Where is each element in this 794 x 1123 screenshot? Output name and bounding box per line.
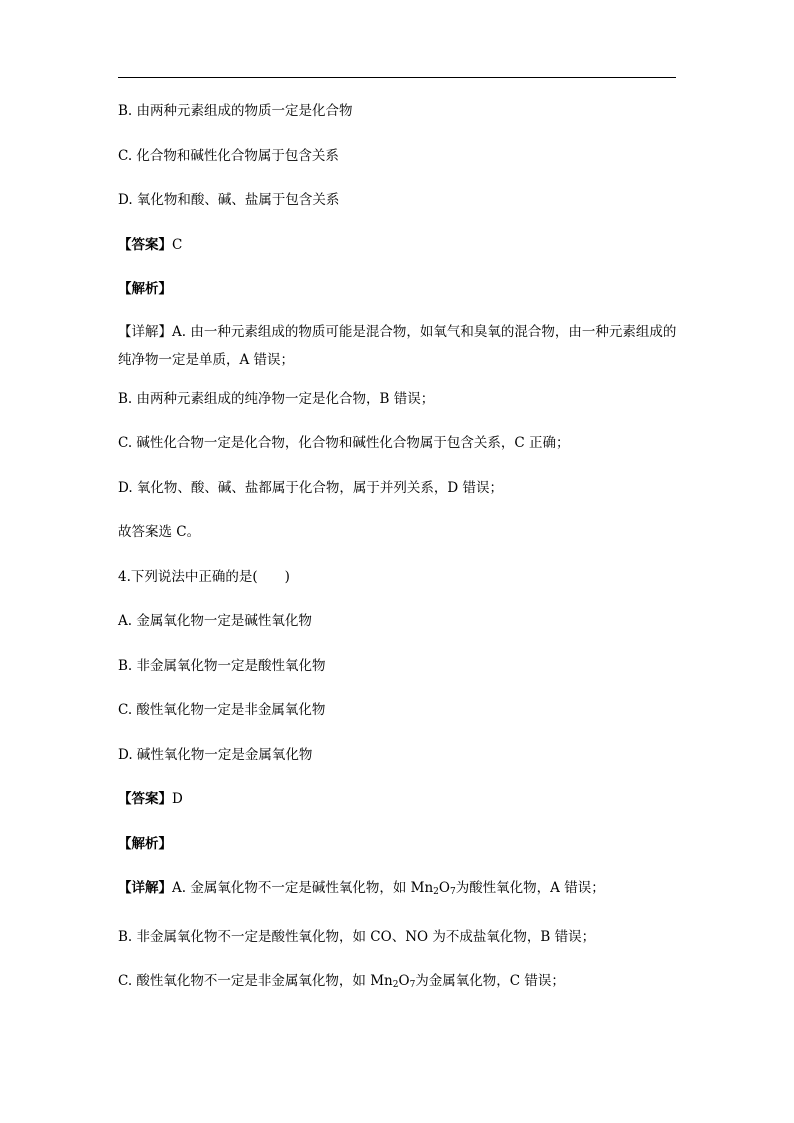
q4-answer-line: [118, 788, 678, 810]
detail-b: B. 由两种元素组成的纯净物一定是化合物，B 错误；: [118, 390, 435, 407]
option-b: B. 由两种元素组成的物质一定是化合物: [118, 103, 353, 119]
q4-detail-c-pre: C. 酸性氧化物不一定是非金属氧化物，如 Mn: [118, 973, 393, 989]
q4-answer-value: D: [172, 791, 183, 807]
q4-detail-b: B. 非金属氧化物不一定是酸性氧化物，如 CO、NO 为不成盐氧化物，B 错误；: [118, 928, 596, 945]
detail-d: D. 氧化物、酸、碱、盐都属于化合物，属于并列关系，D 错误；: [118, 479, 504, 496]
header-rule: [118, 77, 676, 78]
q4-detail-a-sub2: 7: [449, 887, 456, 897]
q4-detail-a-post: 为酸性氧化物，A 错误；: [455, 880, 605, 896]
q4-detail-c-sub1: 2: [392, 980, 399, 990]
detail-a: 【详解】A. 由一种元素组成的物质可能是混合物，如氧气和臭氧的混合物，由一种元素组成的纯净物一定是单质，A 错误；: [118, 323, 677, 368]
analysis-label: 【解析】: [118, 281, 172, 297]
q4-analysis-label: 【解析】: [118, 835, 172, 852]
q4-option-c: C. 酸性氧化物一定是非金属氧化物: [118, 702, 326, 718]
q4-detail-c-mid: O: [398, 973, 410, 989]
conclusion: 故答案选 C。: [118, 524, 201, 540]
option-c: C. 化合物和碱性化合物属于包含关系: [118, 147, 339, 164]
q4-detail-a-sub1: 2: [433, 887, 439, 897]
q4-answer-label: 【答案】: [118, 791, 172, 807]
q4-option-d: D. 碱性氧化物一定是金属氧化物: [118, 746, 313, 763]
q4-detail-c-sub2: 7: [409, 980, 416, 990]
answer-value: C: [172, 236, 183, 253]
q4-option-a: A. 金属氧化物一定是碱性氧化物: [118, 613, 312, 629]
q4-detail-label: 【详解】: [118, 880, 172, 896]
q4-detail-a-pre: A. 金属氧化物不一定是碱性氧化物，如 Mn: [172, 880, 434, 896]
detail-c: C. 碱性化合物一定是化合物，化合物和碱性化合物属于包含关系，C 正确；: [118, 435, 570, 451]
answer-label: 【答案】: [118, 236, 172, 253]
q4-detail-a: [118, 877, 678, 903]
q4-detail-c-post: 为金属氧化物，C 错误；: [415, 973, 565, 989]
document-body: [118, 100, 678, 1019]
answer-line: [118, 234, 678, 256]
question-4: 4.下列说法中正确的是( ): [118, 568, 290, 585]
q4-detail-a-mid: O: [438, 880, 450, 896]
q4-option-b: B. 非金属氧化物一定是酸性氧化物: [118, 657, 326, 674]
option-d: D. 氧化物和酸、碱、盐属于包含关系: [118, 192, 340, 208]
q4-detail-c: [118, 970, 678, 996]
